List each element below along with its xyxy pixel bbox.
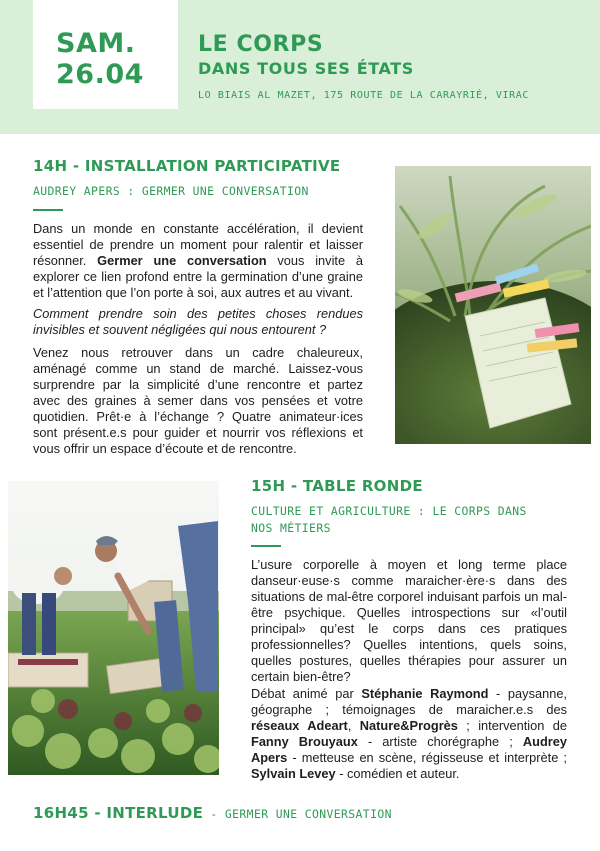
section1-paragraph-1: Dans un monde en constante accélération, il devient essentiel de prendre un moment pour ralentir et laisser résonner. Germer une conversation vous invite à explorer ce lien profond entre la germination d’une graine et l’attention que l’on porte à soi, aux autres et au vivant. bbox=[33, 221, 363, 300]
seedling-notes-photo bbox=[395, 166, 591, 444]
speaker-name: Nature&Progrès bbox=[359, 718, 458, 733]
event-subtitle: DANS TOUS SES ÉTATS bbox=[198, 59, 414, 78]
section1-subtitle: AUDREY APERS : GERMER UNE CONVERSATION bbox=[33, 184, 309, 198]
debate-text: ; intervention de bbox=[457, 718, 567, 733]
debate-text: , bbox=[347, 718, 360, 733]
debate-text: Débat animé par bbox=[251, 686, 362, 701]
speaker-name: Stéphanie Raymond bbox=[361, 686, 489, 701]
event-venue: LO BIAIS AL MAZET, 175 ROUTE DE LA CARAYRIÉ, VIRAC bbox=[198, 90, 530, 101]
section2-subtitle-line2: NOS MÉTIERS bbox=[251, 521, 331, 535]
section1-divider bbox=[33, 209, 63, 211]
section2-divider bbox=[251, 545, 281, 547]
debate-text: - metteuse en scène, régisseuse et interprète ; bbox=[287, 750, 567, 765]
debate-text: - comédien et auteur. bbox=[335, 766, 460, 781]
speaker-name: réseaux Adeart bbox=[251, 718, 348, 733]
section2-paragraph-2 bbox=[251, 686, 567, 782]
section1-question: Comment prendre soin des petites choses rendues invisibles et souvent négligées qui nous entourent ? bbox=[33, 306, 363, 337]
debate-text: - artiste chorégraphe ; bbox=[357, 734, 523, 749]
section2-title: 15H - TABLE RONDE bbox=[251, 477, 423, 495]
debate-text: - paysanne, géographe ; témoignages de maraicher.e.s des bbox=[251, 686, 567, 717]
speaker-name: Fanny Brouyaux bbox=[251, 734, 358, 749]
section2-subtitle-line1: CULTURE ET AGRICULTURE : LE CORPS DANS bbox=[251, 504, 527, 518]
interlude-subtitle: - GERMER UNE CONVERSATION bbox=[203, 807, 392, 821]
section2-paragraph-1: L’usure corporelle à moyen et long terme place danseur·euse·s comme maraicher·ère·s dans des situations de mal-être corporel induisant parfois un mal-être psychique. Quelles introspections sur «l’outil principal» qu’est le corps dans ces pratiques professionnelles? Quelles intentions, quels soins, quelles postures, quelles thérapies pour assurer un certain bien-être? bbox=[251, 557, 567, 684]
interlude-title: 16H45 - INTERLUDE bbox=[33, 804, 204, 822]
interlude-line bbox=[33, 804, 392, 823]
farmers-harvest-photo bbox=[8, 481, 219, 775]
event-day: SAM. bbox=[56, 28, 136, 59]
speaker-name: Audrey Apers bbox=[251, 734, 567, 765]
section1-title: 14H - INSTALLATION PARTICIPATIVE bbox=[33, 157, 341, 175]
event-title: LE CORPS bbox=[198, 32, 324, 57]
speaker-name: Sylvain Levey bbox=[251, 766, 336, 781]
section1-paragraph-3: Venez nous retrouver dans un cadre chaleureux, aménagé comme un stand de marché. Laissez-vous surprendre par la simplicité d’une rencontre et partez avec des graines à semer dans vos pensées et votre quotidien. Prêt·e à l’échange ? Quatre animateur·ices sont présent.e.s pour guider et nourrir vos réflexions et vous offrir un espace d’écoute et de rencontre. bbox=[33, 345, 363, 456]
event-date: 26.04 bbox=[56, 59, 144, 90]
